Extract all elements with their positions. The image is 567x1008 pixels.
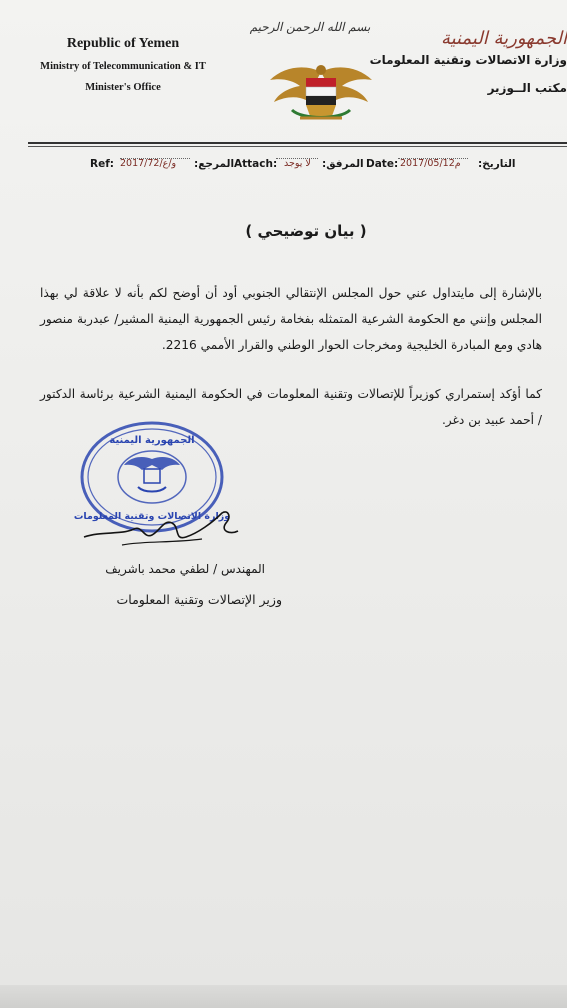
paragraph-1: بالإشارة إلى مايتداول عني حول المجلس الإنتقالي الجنوبي أود أن أوضح لكم بأنه لا علاقة لي بهذا المجلس وإنني مع الحكومة الشرعية المتمثله بفخامة رئيس الجمهورية اليمنية المشير/ عبدربة منصور هادي ومع المبادرة الخليجية ومخرجات الحوار الوطني والقرار الأممي 2216. (40, 286, 542, 352)
date-label: Date: (366, 158, 399, 170)
stamp-inner-text: وزارة الاتصالات وتقنية المعلومات (73, 511, 231, 522)
office-name-en: Minister's Office (85, 82, 161, 93)
signatory-name: المهندس / لطفي محمد باشريف (105, 562, 265, 576)
ref-value: 2017/72/و/ع (120, 158, 177, 169)
header-divider (28, 142, 567, 144)
country-name-ar: الجمهورية اليمنية (440, 28, 567, 49)
attach-value: لا يوجد (284, 158, 311, 169)
office-name-ar: مكتب الــوزير (487, 81, 567, 95)
bottom-background (0, 985, 567, 1008)
ministry-name-en: Ministry of Telecommunication & IT (40, 61, 206, 72)
handwritten-signature (82, 505, 242, 550)
ref-label-ar: المرجع: (194, 158, 235, 170)
paragraph-2: كما أؤكد إستمراري كوزيراً للإتصالات وتقنية المعلومات في الحكومة اليمنية الشرعية برئاسة الدكتور / أحمد عبيد بن دغر. (40, 387, 542, 427)
ministry-name-ar: وزارة الاتصالات وتقنية المعلومات (369, 53, 567, 67)
document-title: ( بيان توضيحي ) (245, 222, 367, 240)
stamp-outer-text: الجمهورية اليمنية (109, 435, 195, 446)
date-value: 2017/05/12م (400, 158, 461, 169)
country-name-en: Republic of Yemen (66, 36, 180, 51)
reference-row (90, 158, 557, 174)
header-arabic (369, 28, 567, 95)
header-divider-thin (28, 146, 567, 147)
yemen-eagle-emblem-icon (266, 58, 376, 128)
ref-dots (120, 158, 190, 159)
basmala: بسم الله الرحمن الرحيم (249, 20, 371, 34)
attach-dots (276, 158, 318, 159)
signatory-title: وزير الإتصالات وتقنية المعلومات (116, 592, 282, 607)
date-dots (398, 158, 468, 159)
date-label-ar: التاريخ: (478, 158, 516, 170)
header-english (18, 36, 228, 93)
attach-label: Attach: (234, 158, 278, 170)
attach-label-ar: المرفق: (322, 158, 364, 170)
ref-label: Ref: (90, 158, 114, 170)
